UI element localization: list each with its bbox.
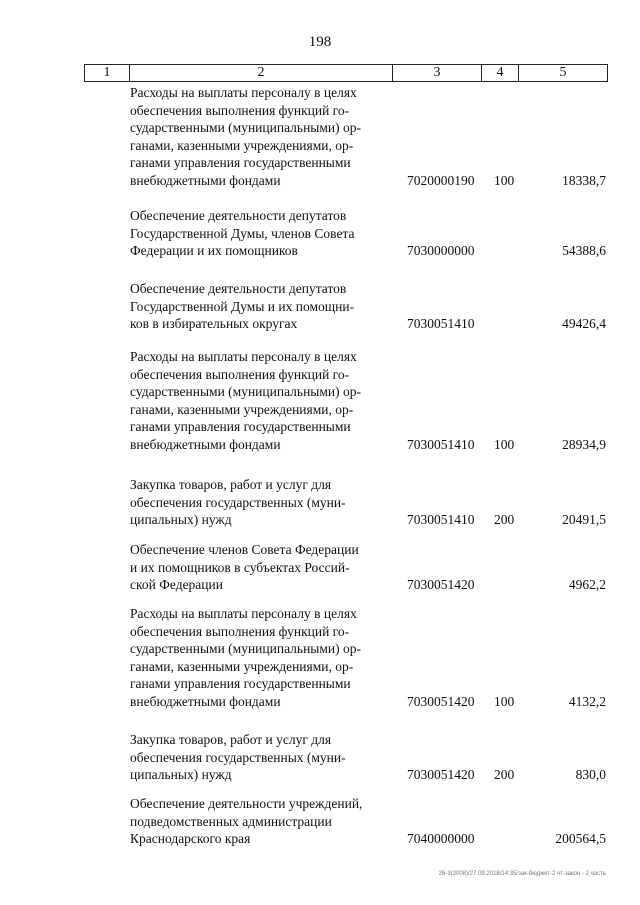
description-line: ганами управления государственными xyxy=(130,676,351,691)
description-line: Расходы на выплаты персоналу в целях xyxy=(130,85,357,100)
description-line: ганами, казенными учреждениями, ор- xyxy=(130,401,354,417)
row-description xyxy=(130,541,392,594)
amount: 54388,6 xyxy=(562,243,606,258)
description-line: Обеспечение деятельности депутатов xyxy=(130,208,347,223)
expense-type-code: 100 xyxy=(494,172,515,188)
description-line: ской Федерации xyxy=(130,577,223,592)
budget-row xyxy=(0,84,640,189)
target-code: 7030051420 xyxy=(407,577,475,592)
description-line: Расходы на выплаты персоналу в целях xyxy=(130,606,357,621)
row-description xyxy=(130,84,392,189)
target-code: 7040000000 xyxy=(407,831,475,846)
row-description xyxy=(130,605,392,710)
budget-row xyxy=(0,476,640,529)
row-description xyxy=(130,795,392,848)
column-header-1: 1 xyxy=(85,65,130,82)
amount: 28934,9 xyxy=(562,436,606,452)
description-line: обеспечения выполнения функций го- xyxy=(130,623,350,639)
budget-row xyxy=(0,731,640,784)
target-code: 7030051410 xyxy=(407,512,475,527)
description-line: подведомственных администрации xyxy=(130,813,332,829)
description-line: Закупка товаров, работ и услуг для xyxy=(130,732,332,747)
description-line: Обеспечение деятельности учреждений, xyxy=(130,796,363,811)
description-line: Федерации и их помощников xyxy=(130,243,298,258)
expense-type-code: 200 xyxy=(494,512,515,527)
description-line: Расходы на выплаты персоналу в целях xyxy=(130,349,357,364)
description-line: Обеспечение членов Совета Федерации xyxy=(130,542,359,557)
description-line: ципальных) нужд xyxy=(130,767,232,782)
amount: 49426,4 xyxy=(562,316,606,331)
column-header-5: 5 xyxy=(519,65,608,82)
expense-type-code: 100 xyxy=(494,436,515,452)
budget-row xyxy=(0,280,640,333)
description-line: Государственной Думы и их помощни- xyxy=(130,298,355,314)
amount: 18338,7 xyxy=(562,172,606,188)
description-line: внебюджетными фондами xyxy=(130,436,281,452)
description-line: обеспечения выполнения функций го- xyxy=(130,366,350,382)
target-code: 7030051410 xyxy=(407,436,475,452)
description-line: обеспечения выполнения функций го- xyxy=(130,102,350,118)
amount: 20491,5 xyxy=(562,512,606,527)
target-code: 7030000000 xyxy=(407,243,475,258)
description-line: сударственными (муниципальными) ор- xyxy=(130,384,362,399)
amount: 200564,5 xyxy=(555,831,606,846)
description-line: обеспечения государственных (муни- xyxy=(130,494,346,510)
column-header-4: 4 xyxy=(482,65,519,82)
budget-row xyxy=(0,348,640,453)
description-line: обеспечения государственных (муни- xyxy=(130,749,346,765)
description-line: внебюджетными фондами xyxy=(130,172,281,188)
budget-row xyxy=(0,795,640,848)
description-line: ганами управления государственными xyxy=(130,419,351,434)
row-description xyxy=(130,731,392,784)
target-code: 7020000190 xyxy=(407,172,475,188)
budget-row xyxy=(0,207,640,260)
row-description xyxy=(130,280,392,333)
target-code: 7030051420 xyxy=(407,767,475,782)
description-line: Закупка товаров, работ и услуг для xyxy=(130,477,332,492)
page-number: 198 xyxy=(308,34,332,50)
description-line: Краснодарского края xyxy=(130,831,251,846)
description-line: ганами, казенными учреждениями, ор- xyxy=(130,137,354,153)
description-line: и их помощников в субъектах Россий- xyxy=(130,559,350,575)
footer-filename: 26-3(2008)/27.09.2018/14:35/зак-бюджет-2 чт-закон - 2 часть xyxy=(438,871,606,877)
expense-type-code: 200 xyxy=(494,767,515,782)
description-line: ципальных) нужд xyxy=(130,512,232,527)
description-line: ков в избирательных округах xyxy=(130,316,298,331)
row-description xyxy=(130,348,392,453)
description-line: Обеспечение деятельности депутатов xyxy=(130,281,347,296)
description-line: сударственными (муниципальными) ор- xyxy=(130,120,362,135)
description-line: ганами, казенными учреждениями, ор- xyxy=(130,658,354,674)
description-line: Государственной Думы, членов Совета xyxy=(130,225,355,241)
budget-row xyxy=(0,605,640,710)
target-code: 7030051420 xyxy=(407,693,475,709)
description-line: сударственными (муниципальными) ор- xyxy=(130,641,362,656)
amount: 4962,2 xyxy=(568,577,606,592)
target-code: 7030051410 xyxy=(407,316,475,331)
column-header-2: 2 xyxy=(130,65,393,82)
column-header-3: 3 xyxy=(393,65,482,82)
amount: 830,0 xyxy=(575,767,606,782)
expense-type-code: 100 xyxy=(494,693,515,709)
description-line: внебюджетными фондами xyxy=(130,693,281,709)
description-line: ганами управления государственными xyxy=(130,155,351,170)
row-description xyxy=(130,207,392,260)
column-header-table xyxy=(84,64,608,82)
row-description xyxy=(130,476,392,529)
amount: 4132,2 xyxy=(568,693,606,709)
budget-row xyxy=(0,541,640,594)
